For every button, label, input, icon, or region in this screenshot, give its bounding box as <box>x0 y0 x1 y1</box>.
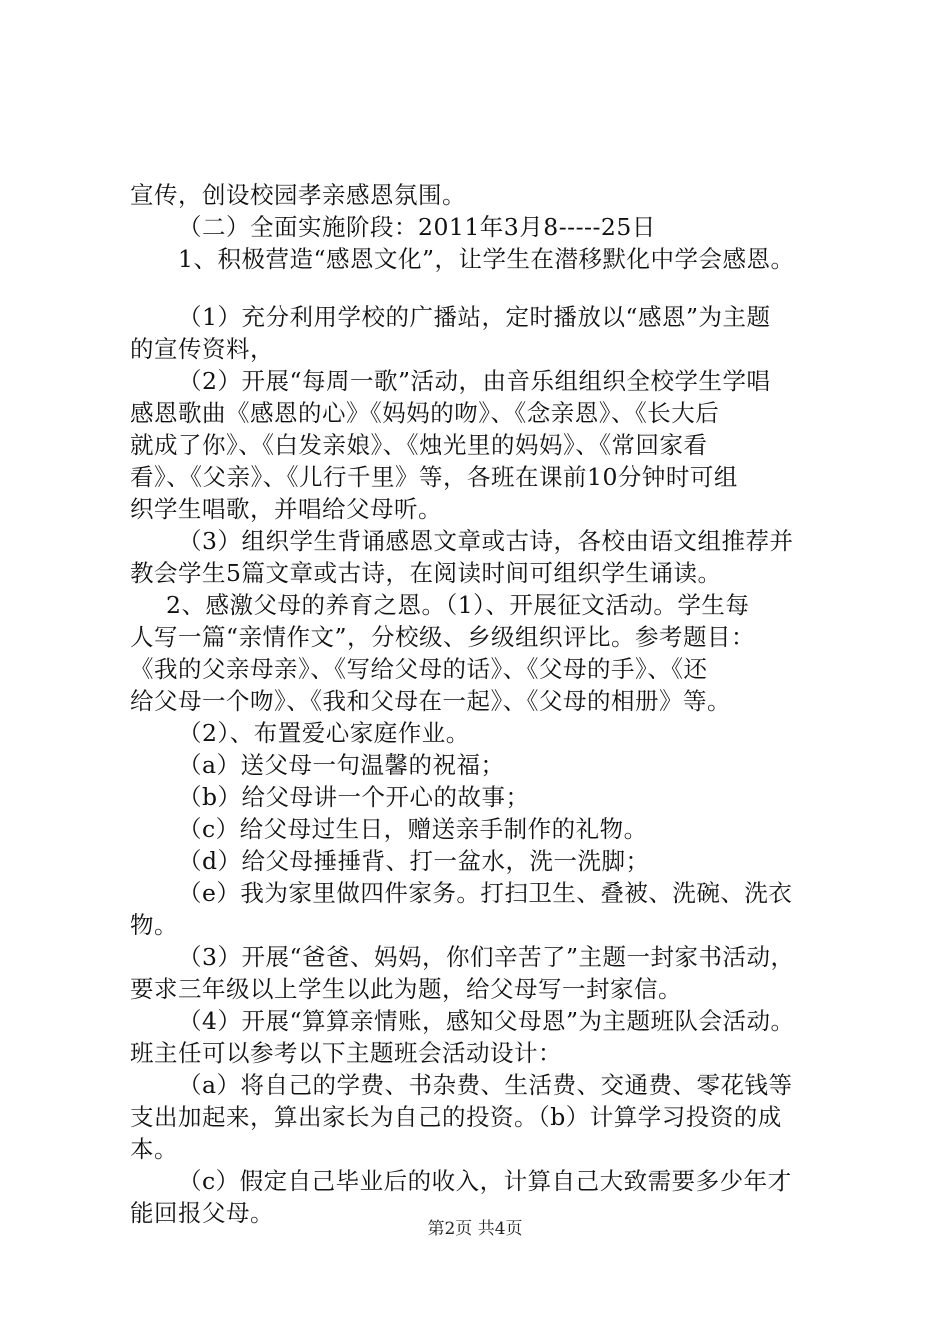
text-line: 人写一篇“亲情作文”，分校级、乡级组织评比。参考题目： <box>130 623 756 651</box>
text-line: （2）开展“每周一歌”活动，由音乐组组织全校学生学唱 <box>178 367 771 395</box>
page-footer: 第2页 共4页 <box>427 1219 523 1239</box>
text-line: 织学生唱歌，并唱给父母听。 <box>130 495 442 523</box>
text-line: 的宣传资料， <box>130 335 274 363</box>
list-item: （a）送父母一句温馨的祝福； <box>178 751 505 779</box>
text-line: 本。 <box>130 1135 178 1163</box>
list-item: （a）将自己的学费、书杂费、生活费、交通费、零花钱等 <box>178 1071 793 1099</box>
text-line: （3）开展“爸爸、妈妈，你们辛苦了”主题一封家书活动， <box>178 943 795 971</box>
text-line: 看》、《父亲》、《儿行千里》等，各班在课前10分钟时可组 <box>130 463 738 491</box>
text-line: （3）组织学生背诵感恩文章或古诗，各校由语文组推荐并 <box>178 527 794 555</box>
text-line: 教会学生5篇文章或古诗，在阅读时间可组织学生诵读。 <box>130 559 722 587</box>
text-line: 就成了你》、《白发亲娘》、《烛光里的妈妈》、《常回家看 <box>130 431 708 459</box>
list-item: （c）假定自己毕业后的收入，计算自己大致需要多少年才 <box>178 1167 792 1195</box>
text-line: 支出加起来，算出家长为自己的投资。（b）计算学习投资的成 <box>130 1103 782 1131</box>
text-line: 能回报父母。 <box>130 1199 274 1227</box>
text-line: 2、感激父母的养育之恩。（1）、开展征文活动。学生每 <box>166 591 750 619</box>
text-line: （4）开展“算算亲情账，感知父母恩”为主题班队会活动。 <box>178 1007 795 1035</box>
list-item: （b）给父母讲一个开心的故事； <box>178 783 530 811</box>
text-line: 班主任可以参考以下主题班会活动设计： <box>130 1039 562 1067</box>
list-item: （e）我为家里做四件家务。打扫卫生、叠被、洗碗、洗衣 <box>178 879 793 907</box>
text-line: （2）、布置爱心家庭作业。 <box>178 719 470 747</box>
text-line: 要求三年级以上学生以此为题，给父母写一封家信。 <box>130 975 682 1003</box>
list-item: （d）给父母捶捶背、打一盆水，洗一洗脚； <box>178 847 650 875</box>
text-line: 《我的父亲母亲》、《写给父母的话》、《父母的手》、《还 <box>130 655 708 683</box>
text-line: 给父母一个吻》、《我和父母在一起》、《父母的相册》等。 <box>130 687 731 715</box>
text-line: 1、积极营造“感恩文化”，让学生在潜移默化中学会感恩。 <box>178 245 795 273</box>
text-line: 物。 <box>130 911 178 939</box>
section-heading: （二）全面实施阶段：2011年3月8-----25日 <box>178 213 656 241</box>
text-line: （1）充分利用学校的广播站，定时播放以“感恩”为主题 <box>178 303 771 331</box>
text-line: 宣传，创设校园孝亲感恩氛围。 <box>130 181 466 209</box>
text-line: 感恩歌曲《感恩的心》《妈妈的吻》、《念亲恩》、《长大后 <box>130 399 720 427</box>
list-item: （c）给父母过生日，赠送亲手制作的礼物。 <box>178 815 648 843</box>
